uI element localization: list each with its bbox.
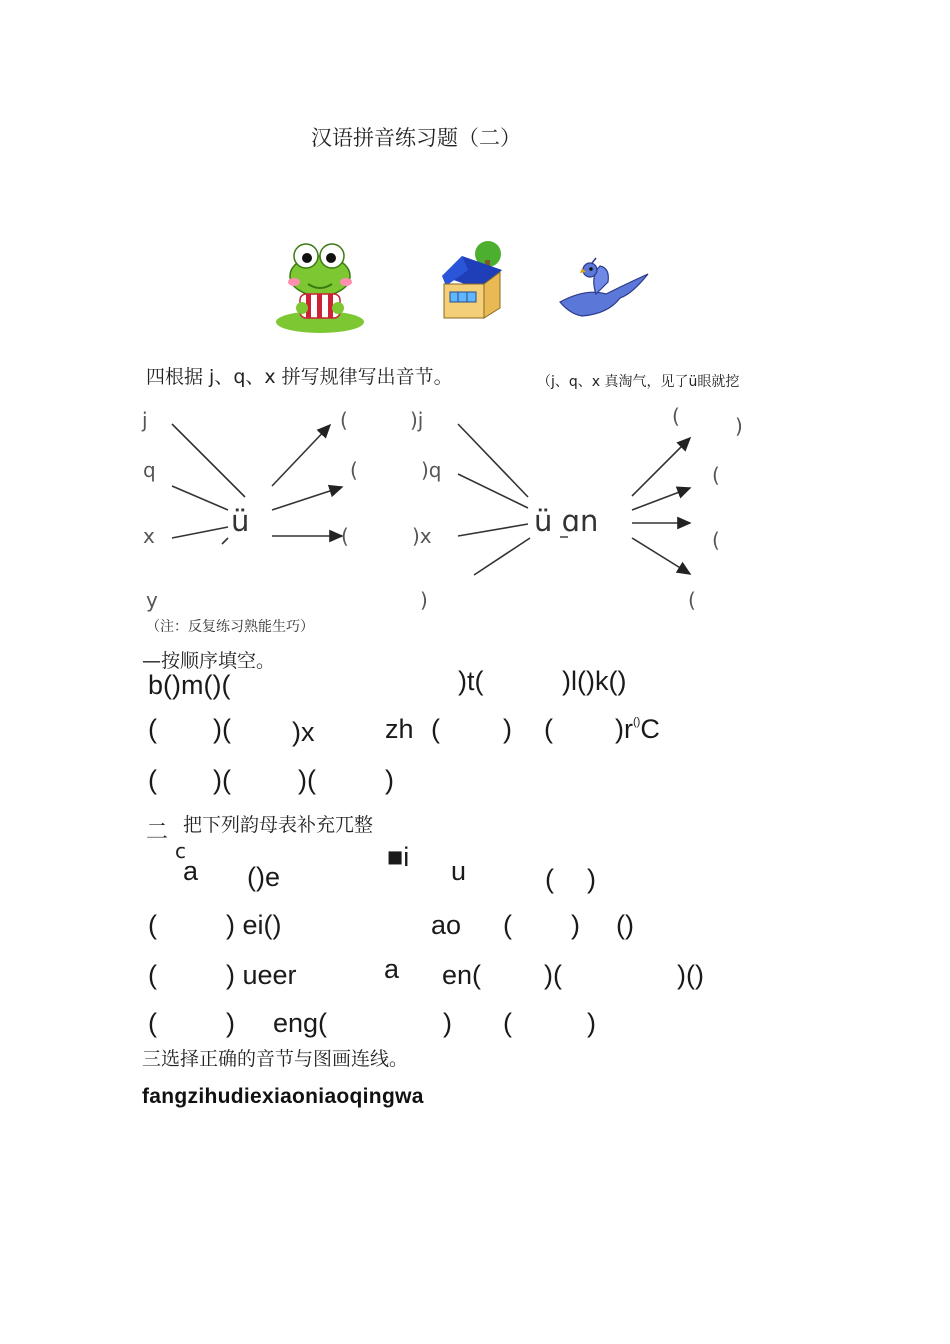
final-r1-0: a <box>183 856 199 886</box>
seq-row1-a: b()m()( <box>148 670 231 700</box>
final-r4-2: eng( <box>273 1008 328 1038</box>
final-r1-2: ■i <box>387 842 410 872</box>
final-r1-3: u <box>451 856 467 886</box>
right-initial-y: ) <box>420 588 428 612</box>
final-r4-1: ) <box>226 1008 235 1038</box>
section4-heading: 四根据 j、q、x 拼写规律写出音节。 <box>146 366 453 388</box>
right-initial-x: )x <box>412 524 432 548</box>
seq-row2-e: ( <box>431 714 440 744</box>
final-r3-2: a <box>384 954 400 984</box>
seq-row3-a: ( <box>148 765 157 795</box>
seq-row2-a: ( <box>148 714 157 744</box>
final-r3-0: ( <box>148 960 157 990</box>
seq-row2-g: ( <box>544 714 553 744</box>
final-r2-0: ( <box>148 910 157 940</box>
section2-mark: 二 <box>146 820 169 845</box>
final-r3-4: )( <box>544 960 562 990</box>
seq-row3-d: ) <box>385 765 394 795</box>
section2-mark-sub: c <box>175 839 186 863</box>
final-r2-2: ao <box>431 910 462 940</box>
final-r4-0: ( <box>148 1008 157 1038</box>
final-r3-3: en( <box>442 960 482 990</box>
final-r1-5: ) <box>587 864 596 894</box>
right-initial-q: )q <box>421 458 442 482</box>
section2-heading: 把下列韵母表补充兀整 <box>183 814 374 836</box>
final-r4-4: ( <box>503 1008 512 1038</box>
left-blank-3: ( <box>341 524 349 548</box>
right-blank-3: ( <box>712 528 720 552</box>
right-blank-1b: ) <box>735 414 743 438</box>
left-initial-q: q <box>143 458 156 482</box>
final-r1-1: ()e <box>247 862 280 892</box>
seq-row1-c: )l()k() <box>562 666 627 696</box>
final-r2-1: ) ei() <box>226 910 282 940</box>
right-center-uan: ü ɑn <box>534 504 599 538</box>
section1-heading: —按顺序填空。 <box>142 650 276 672</box>
left-center-u: ü <box>231 504 250 538</box>
section3-heading: 三选择正确的音节与图画连线。 <box>142 1048 409 1070</box>
left-blank-2: ( <box>350 458 358 482</box>
right-initial-j: )j <box>410 408 424 432</box>
seq-row2-b: )( <box>213 714 231 744</box>
left-initial-x: x <box>143 524 155 548</box>
final-r3-5: )() <box>677 960 704 990</box>
seq-row3-c: )( <box>298 765 316 795</box>
seq-row3-b: )( <box>213 765 231 795</box>
final-r4-5: ) <box>587 1008 596 1038</box>
final-r2-3: ( <box>503 910 512 940</box>
practice-note: （注：反复练习熟能生巧） <box>146 619 314 635</box>
page-title: 汉语拼音练习题（二） <box>311 126 521 150</box>
right-blank-1a: ( <box>672 404 680 428</box>
left-initial-y: y <box>146 588 158 612</box>
final-r1-4: ( <box>545 864 554 894</box>
final-r2-5: () <box>616 910 634 940</box>
final-r4-3: ) <box>443 1008 452 1038</box>
seq-row2-c: )x <box>292 717 315 747</box>
seq-row1-b: )t( <box>458 666 484 696</box>
seq-row2-f: ) <box>503 714 512 744</box>
diagram-lines <box>0 0 950 640</box>
seq-row2-d: zh <box>385 714 414 744</box>
left-initial-j: j <box>142 408 148 432</box>
pinyin-words: fangzihudiexiaoniaoqingwa <box>142 1085 424 1108</box>
section4-hint: （j、q、x 真淘气，见了ü眼就挖 <box>537 374 740 390</box>
final-r2-4: ) <box>571 910 580 940</box>
right-blank-4: ( <box>688 588 696 612</box>
right-blank-2: ( <box>712 463 720 487</box>
left-blank-1: ( <box>340 408 348 432</box>
final-r3-1: ) ueer <box>226 960 297 990</box>
seq-row2-h: )r()C <box>615 714 660 744</box>
